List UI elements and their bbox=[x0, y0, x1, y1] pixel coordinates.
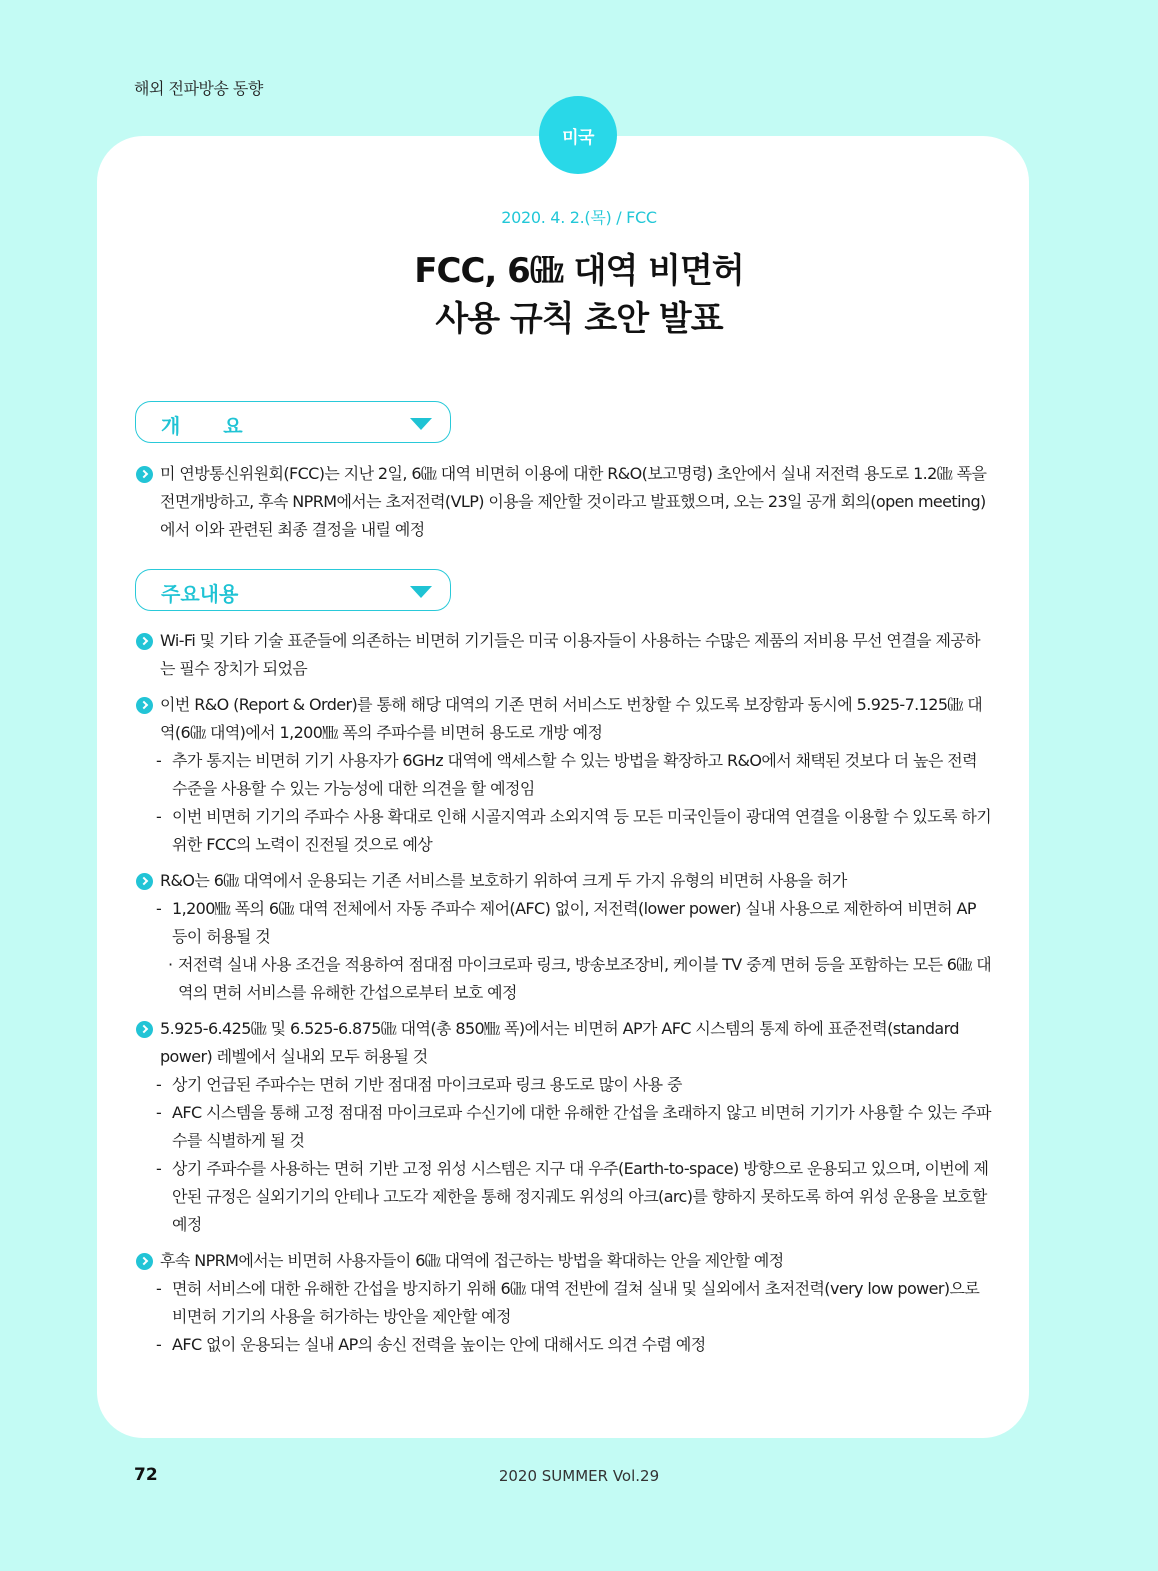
sub-item bbox=[136, 1275, 992, 1331]
list-item-text: 5.925-6.425㎓ 및 6.525-6.875㎓ 대역(총 850㎒ 폭)에서는 비면허 AP가 AFC 시스템의 통제 하에 표준전력(standard power) 레벨에서 실내외 모두 허용될 것 bbox=[160, 1019, 959, 1066]
dash-marker: - bbox=[156, 1335, 162, 1354]
chevron-right-circle-icon bbox=[136, 873, 153, 890]
sub-sub-item bbox=[136, 951, 992, 1007]
country-badge: 미국 bbox=[539, 96, 617, 174]
article-title bbox=[0, 247, 1158, 343]
triangle-down-icon bbox=[410, 586, 432, 598]
triangle-down-icon bbox=[410, 418, 432, 430]
running-header: 해외 전파방송 동향 bbox=[134, 79, 263, 98]
overview-list bbox=[136, 460, 992, 544]
dash-marker: - bbox=[156, 1075, 162, 1094]
sub-item bbox=[136, 803, 992, 859]
list-item bbox=[136, 627, 992, 683]
list-item-text: 미 연방통신위원회(FCC)는 지난 2일, 6㎓ 대역 비면허 이용에 대한 R&O(보고명령) 초안에서 실내 저전력 용도로 1.2㎓ 폭을 전면개방하고, 후속 NPRM에서는 초저전력(VLP) 이용을 제안할 것이라고 발표했으며, 오는 23일 공개 회의(open meeting)에서 이와 관련된 최종 결정을 내릴 예정 bbox=[160, 464, 987, 539]
page-number: 72 bbox=[134, 1465, 158, 1485]
dash-marker: - bbox=[156, 1103, 162, 1122]
sub-item bbox=[136, 747, 992, 803]
chevron-right-circle-icon bbox=[136, 1253, 153, 1270]
chevron-right-circle-icon bbox=[136, 633, 153, 650]
list-item bbox=[136, 867, 992, 895]
list-item bbox=[136, 1247, 992, 1275]
chevron-right-circle-icon bbox=[136, 697, 153, 714]
title-line-1: FCC, 6㎓ 대역 비면허 bbox=[414, 251, 744, 291]
dash-marker: - bbox=[156, 751, 162, 770]
sub-item-text: 추가 통지는 비면허 기기 사용자가 6GHz 대역에 액세스할 수 있는 방법을 확장하고 R&O에서 채택된 것보다 더 높은 전력 수준을 사용할 수 있는 가능성에 대한 의견을 할 예정임 bbox=[172, 751, 977, 798]
section-label: 주요내용 bbox=[161, 582, 239, 606]
dash-marker: - bbox=[156, 899, 162, 918]
list-item-text: R&O는 6㎓ 대역에서 운용되는 기존 서비스를 보호하기 위하여 크게 두 가지 유형의 비면허 사용을 허가 bbox=[160, 871, 847, 890]
dot-marker: · bbox=[168, 955, 173, 974]
sub-item-text: 1,200㎒ 폭의 6㎓ 대역 전체에서 자동 주파수 제어(AFC) 없이, 저전력(lower power) 실내 사용으로 제한하여 비면허 AP 등이 허용될 것 bbox=[172, 899, 976, 946]
title-line-2: 사용 규칙 초안 발표 bbox=[435, 299, 723, 339]
sub-item-text: AFC 시스템을 통해 고정 점대점 마이크로파 수신기에 대한 유해한 간섭을 초래하지 않고 비면허 기기가 사용할 수 있는 주파수를 식별하게 될 것 bbox=[172, 1103, 991, 1150]
sub-item bbox=[136, 895, 992, 951]
section-header-overview[interactable] bbox=[135, 401, 451, 443]
list-item-text: 이번 R&O (Report & Order)를 통해 해당 대역의 기존 면허 서비스도 번창할 수 있도록 보장함과 동시에 5.925-7.125㎓ 대역(6㎓ 대역)에서 1,200㎒ 폭의 주파수를 비면허 용도로 개방 예정 bbox=[160, 695, 983, 742]
sub-item bbox=[136, 1071, 992, 1099]
list-item bbox=[136, 460, 992, 544]
sub-item bbox=[136, 1155, 992, 1239]
dash-marker: - bbox=[156, 807, 162, 826]
list-item-text: 후속 NPRM에서는 비면허 사용자들이 6㎓ 대역에 접근하는 방법을 확대하는 안을 제안할 예정 bbox=[160, 1251, 784, 1270]
sub-item-text: 상기 언급된 주파수는 면허 기반 점대점 마이크로파 링크 용도로 많이 사용 중 bbox=[172, 1075, 682, 1094]
list-item bbox=[136, 691, 992, 747]
dash-marker: - bbox=[156, 1159, 162, 1178]
sub-item bbox=[136, 1331, 992, 1359]
list-item bbox=[136, 1015, 992, 1071]
list-item-text: Wi-Fi 및 기타 기술 표준들에 의존하는 비면허 기기들은 미국 이용자들이 사용하는 수많은 제품의 저비용 무선 연결을 제공하는 필수 장치가 되었음 bbox=[160, 631, 981, 678]
section-label: 개 요 bbox=[161, 414, 261, 438]
sub-sub-item-text: 저전력 실내 사용 조건을 적용하여 점대점 마이크로파 링크, 방송보조장비, 케이블 TV 중계 면허 등을 포함하는 모든 6㎓ 대역의 면허 서비스를 유해한 간섭으로부터 보호 예정 bbox=[178, 955, 992, 1002]
chevron-right-circle-icon bbox=[136, 466, 153, 483]
sub-item bbox=[136, 1099, 992, 1155]
issue-label: 2020 SUMMER Vol.29 bbox=[498, 1467, 660, 1485]
main-list bbox=[136, 627, 992, 1359]
dash-marker: - bbox=[156, 1279, 162, 1298]
sub-item-text: 상기 주파수를 사용하는 면허 기반 고정 위성 시스템은 지구 대 우주(Earth-to-space) 방향으로 운용되고 있으며, 이번에 제안된 규정은 실외기기의 안테나 고도각 제한을 통해 정지궤도 위성의 아크(arc)를 향하지 못하도록 하여 위성 운용을 보호할 예정 bbox=[172, 1159, 989, 1234]
article-date: 2020. 4. 2.(목) / FCC bbox=[501, 208, 657, 227]
sub-item-text: 이번 비면허 기기의 주파수 사용 확대로 인해 시골지역과 소외지역 등 모든 미국인들이 광대역 연결을 이용할 수 있도록 하기 위한 FCC의 노력이 진전될 것으로 예상 bbox=[172, 807, 992, 854]
chevron-right-circle-icon bbox=[136, 1021, 153, 1038]
sub-item-text: 면허 서비스에 대한 유해한 간섭을 방지하기 위해 6㎓ 대역 전반에 걸쳐 실내 및 실외에서 초저전력(very low power)으로 비면허 기기의 사용을 허가하는 방안을 제안할 예정 bbox=[172, 1279, 980, 1326]
section-header-main[interactable] bbox=[135, 569, 451, 611]
sub-item-text: AFC 없이 운용되는 실내 AP의 송신 전력을 높이는 안에 대해서도 의견 수렴 예정 bbox=[172, 1335, 706, 1354]
